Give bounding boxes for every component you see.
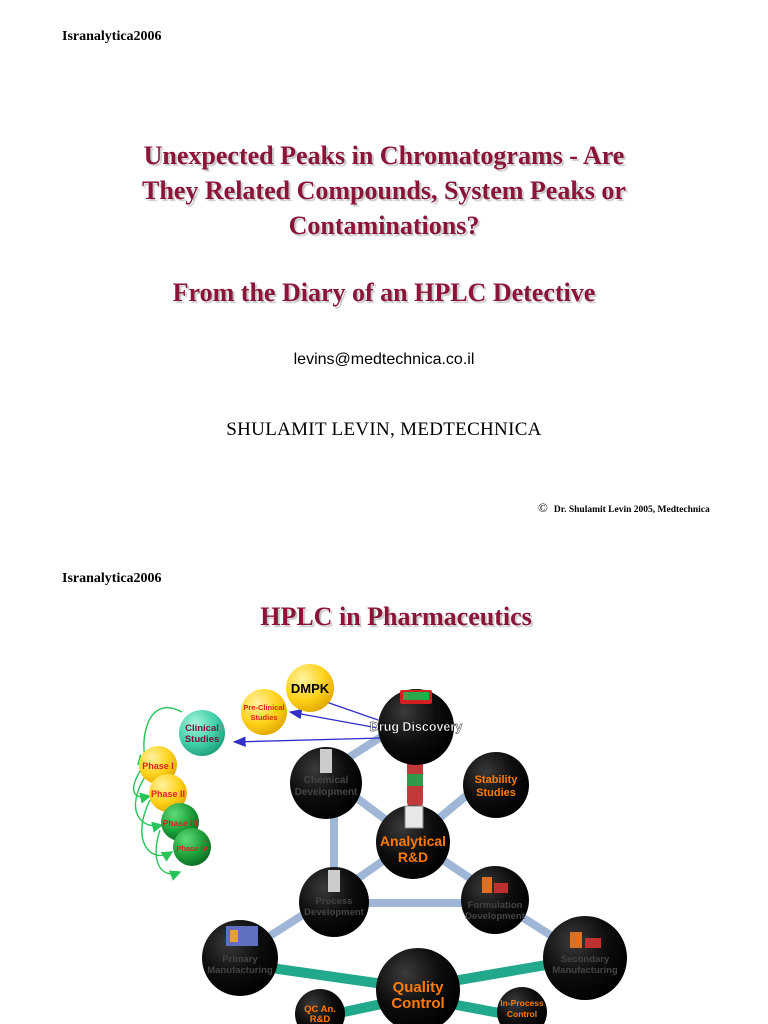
- node-analytical: [376, 805, 450, 879]
- preclinical-label-1: Pre-Clinical: [243, 703, 285, 712]
- node-stability: [463, 752, 529, 818]
- node-primary-manufacturing: [202, 920, 278, 996]
- node-formulation: [461, 866, 529, 934]
- secondary-label-2: Manufacturing: [552, 965, 618, 976]
- node-in-process-control: [497, 987, 547, 1024]
- node-preclinical: [241, 689, 287, 735]
- analytical-label-1: Analytical: [379, 833, 447, 849]
- in-process-label-1: In-Process: [500, 998, 544, 1008]
- qc-analytical-label-2: R&D: [309, 1014, 331, 1024]
- node-clinical: [179, 710, 225, 756]
- qc-label-2: Control: [391, 995, 445, 1012]
- formulation-label-1: Formulation: [467, 900, 523, 911]
- dmpk-label: DMPK: [290, 681, 330, 696]
- chemical-label-2: Development: [294, 787, 358, 798]
- slide1-title: [0, 138, 768, 243]
- author-email: levins@medtechnica.co.il: [293, 351, 475, 368]
- in-process-label-2: Control: [506, 1009, 538, 1019]
- title-line-1: Unexpected Peaks in Chromatograms - Are: [143, 141, 625, 170]
- slide2-header: Isranalytica2006: [62, 571, 162, 586]
- process-label-1: Process: [315, 896, 353, 907]
- secondary-label-1: Secondary: [560, 954, 610, 965]
- node-chemical-development: [290, 747, 362, 819]
- copyright-notice: [538, 500, 710, 516]
- phase-1-label: Phase I: [142, 761, 174, 771]
- reactor-icon: [320, 749, 332, 773]
- node-quality-control: [376, 948, 460, 1024]
- title-line-3: Contaminations?: [288, 211, 480, 240]
- process-label-2: Development: [304, 907, 364, 918]
- phase-4-label: Phase IV: [176, 844, 208, 853]
- bottle-icon: [482, 877, 492, 893]
- title-line-2: They Related Compounds, System Peaks or: [142, 176, 626, 205]
- phase-3-label: Phase III: [162, 818, 198, 828]
- copyright-icon: ©: [538, 500, 548, 515]
- node-qc-analytical: [295, 989, 345, 1024]
- qc-label-1: Quality: [392, 979, 444, 996]
- document-icon: [405, 806, 423, 828]
- stability-label-2: Studies: [476, 787, 516, 799]
- preclinical-label-2: Studies: [250, 713, 278, 722]
- process-icon: [328, 870, 340, 892]
- stability-label-1: Stability: [474, 774, 518, 786]
- node-dmpk: [286, 664, 334, 712]
- package-icon: [570, 932, 582, 948]
- analytical-label-2: R&D: [397, 849, 429, 865]
- drug-discovery-label: Drug Discovery: [369, 720, 463, 734]
- clinical-label-2: Studies: [184, 734, 220, 745]
- slide1-header: Isranalytica2006: [62, 29, 162, 44]
- node-secondary-manufacturing: [543, 916, 627, 1000]
- primary-label-2: Manufacturing: [207, 965, 273, 976]
- node-phase-4: [173, 828, 211, 866]
- qc-analytical-label-1: QC An.: [304, 1004, 336, 1015]
- slide1-subtitle: From the Diary of an HPLC Detective: [172, 278, 596, 307]
- clinical-label-1: Clinical: [185, 723, 219, 734]
- node-process-development: [299, 867, 369, 937]
- copyright-text: Dr. Shulamit Levin 2005, Medtechnica: [553, 505, 710, 515]
- phase-2-label: Phase II: [150, 789, 186, 799]
- primary-label-1: Primary: [222, 954, 258, 965]
- slide2-title: HPLC in Pharmaceutics: [260, 602, 532, 631]
- hplc-diagram: [0, 650, 768, 1024]
- formulation-label-2: Development: [465, 911, 525, 922]
- chemical-label-1: Chemical: [303, 775, 349, 786]
- author-name: SHULAMIT LEVIN, MEDTECHNICA: [226, 419, 542, 440]
- node-drug-discovery: [370, 689, 462, 765]
